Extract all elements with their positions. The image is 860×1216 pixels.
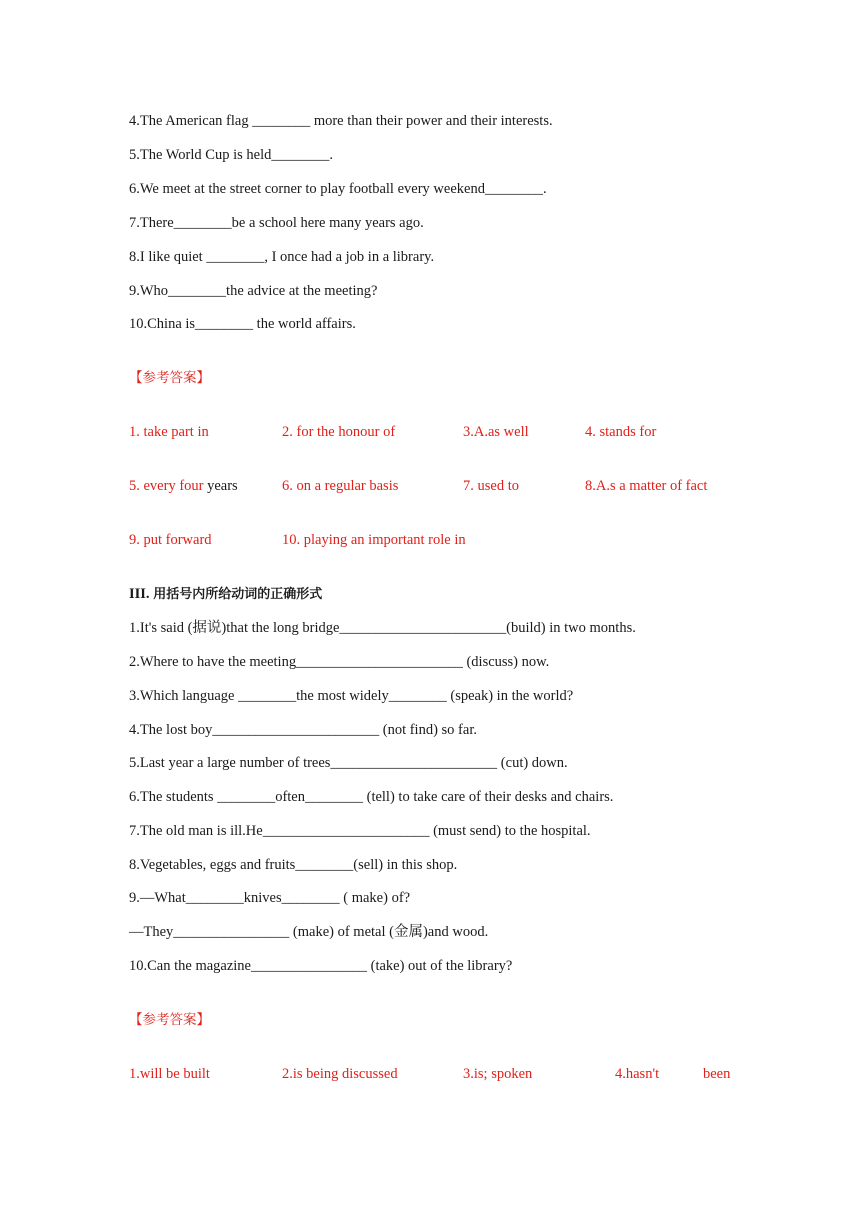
question-7: 7.There________be a school here many years ago. — [129, 215, 424, 231]
answer-2: 2. for the honour of — [282, 424, 396, 440]
answer-5 — [129, 476, 238, 496]
section-cn-title: 用括号内所给动词的正确形式 — [153, 587, 323, 602]
question-9: 9.Who________the advice at the meeting? — [129, 283, 378, 299]
p3-answer-heading: 【参考答案】 — [129, 1012, 210, 1028]
p3-question-2: 2.Where to have the meeting_______________________ (discuss) now. — [129, 654, 550, 670]
p3-question-9: 9.—What________knives________ ( make) of? — [129, 890, 411, 906]
p3-question-6: 6.The students ________often________ (tell) to take care of their desks and chairs. — [129, 789, 614, 805]
question-8: 8.I like quiet ________, I once had a job in a library. — [129, 249, 435, 265]
answer-7: 7. used to — [463, 478, 519, 494]
p3-answer-4-cont: been — [703, 1066, 731, 1082]
p3-question-9-reply: —They________________ (make) of metal (金属)and wood. — [129, 924, 489, 940]
answer-heading: 【参考答案】 — [129, 370, 210, 386]
p3-answer-3: 3.is; spoken — [463, 1066, 533, 1082]
answer-5-years: years — [207, 478, 238, 494]
answer-4: 4. stands for — [585, 424, 657, 440]
section-title — [129, 584, 322, 605]
p3-answer-1: 1.will be built — [129, 1066, 210, 1082]
p3-question-7: 7.The old man is ill.He_______________________ (must send) to the hospital. — [129, 823, 591, 839]
question-6: 6.We meet at the street corner to play football every weekend________. — [129, 181, 547, 197]
p3-answer-4: 4.hasn't — [615, 1066, 660, 1082]
answer-6: 6. on a regular basis — [282, 478, 399, 494]
p3-question-4: 4.The lost boy_______________________ (not find) so far. — [129, 722, 477, 738]
section-roman: III. — [129, 586, 150, 602]
p3-question-5: 5.Last year a large number of trees_______________________ (cut) down. — [129, 755, 568, 771]
answer-8: 8.A.s a matter of fact — [585, 478, 708, 494]
answer-1: 1. take part in — [129, 424, 209, 440]
p3-question-1: 1.It's said (据说)that the long bridge_______________________(build) in two months. — [129, 620, 636, 636]
question-5: 5.The World Cup is held________. — [129, 147, 333, 163]
question-10: 10.China is________ the world affairs. — [129, 316, 356, 332]
p3-question-8: 8.Vegetables, eggs and fruits________(sell) in this shop. — [129, 857, 458, 873]
p3-question-10: 10.Can the magazine________________ (take) out of the library? — [129, 958, 513, 974]
p3-answer-2: 2.is being discussed — [282, 1066, 398, 1082]
answer-9: 9. put forward — [129, 532, 212, 548]
p3-question-3: 3.Which language ________the most widely________ (speak) in the world? — [129, 688, 574, 704]
answer-10: 10. playing an important role in — [282, 532, 466, 548]
answer-5-text: 5. every four — [129, 478, 208, 494]
question-4: 4.The American flag ________ more than their power and their interests. — [129, 113, 553, 129]
answer-3: 3.A.as well — [463, 424, 529, 440]
